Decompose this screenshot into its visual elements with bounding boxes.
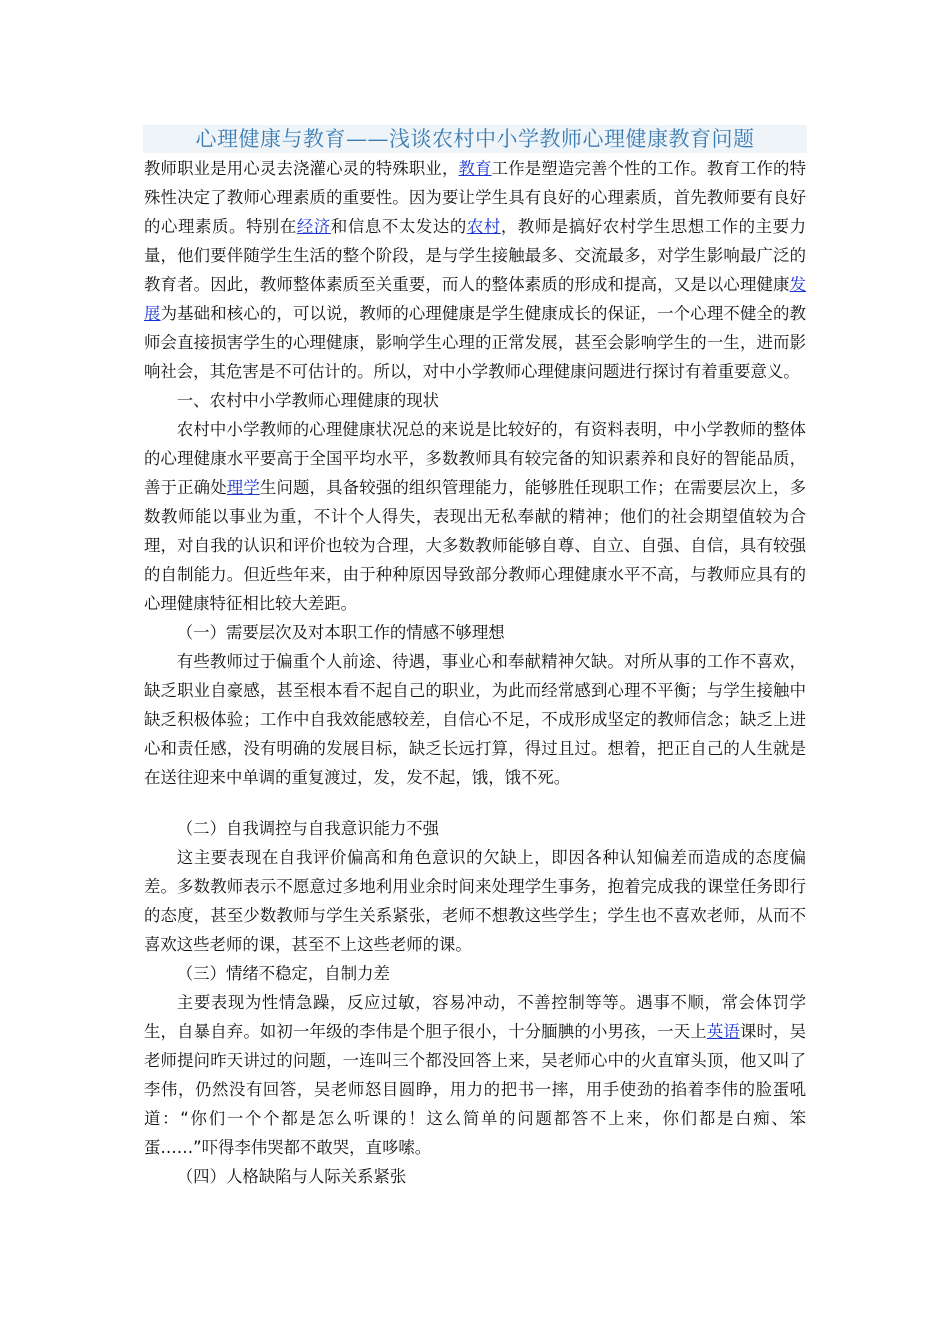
link-psychology[interactable]: 理学 [226, 478, 260, 497]
link-education[interactable]: 教育 [458, 159, 492, 178]
text-run: 主要表现为性情急躁，反应过敏，容易冲动，不善控制等等。遇事不顺，常会体罚学生，自暴自弃。如初一年级的李伟是个胆子很小，十分腼腆的小男孩，一天上 [144, 993, 806, 1041]
self-control-paragraph: 这主要表现在自我评价偏高和角色意识的欠缺上，即因各种认知偏差而造成的态度偏差。多数教师表示不愿意过多地利用业余时间来处理学生事务，抱着完成我的课堂任务即行的态度，甚至少数教师与学生关系紧张，老师不想教这些学生；学生也不喜欢老师，从而不喜欢这些老师的课，甚至不上这些老师的课。 [144, 848, 806, 954]
text-run: 教师职业是用心灵去浇灌心灵的特殊职业， [144, 159, 459, 178]
status-paragraph [144, 415, 806, 618]
text-run: ，教师是搞好农村学生思想工作的主要力量，他们要伴随学生生活的整个阶段，是与学生接触最多、交流最多，对学生影响最广泛的教育者。因此，教师整体素质至关重要，而人的整体素质的形成和提高，又是以心理健康 [144, 217, 807, 294]
link-economy[interactable]: 经济 [296, 217, 331, 236]
subsection-heading-3: （三）情绪不稳定，自制力差 [176, 964, 390, 983]
link-development[interactable]: 发展 [144, 275, 806, 323]
text-run: 工作是塑造完善个性的工作。教育工作的特殊性决定了教师心理素质的重要性。因为要让学生具有良好的心理素质，首先教师要有良好的心理素质。特别在 [144, 159, 807, 236]
text-run: 为基础和核心的，可以说，教师的心理健康是学生健康成长的保证，一个心理不健全的教师会直接损害学生的心理健康，影响学生心理的正常发展，甚至会影响学生的一生，进而影响社会，其危害是不可估计的。所以，对中小学教师心理健康问题进行探讨有着重要意义。 [144, 304, 807, 381]
intro-paragraph [144, 154, 806, 386]
needs-paragraph: 有些教师过于偏重个人前途、待遇，事业心和奉献精神欠缺。对所从事的工作不喜欢，缺乏职业自豪感，甚至根本看不起自己的职业，为此而经常感到心理不平衡；与学生接触中缺乏积极体验；工作中自我效能感较差，自信心不足，不成形成坚定的教师信念；缺乏上进心和责任感，没有明确的发展目标，缺乏长远打算，得过且过。想着，把正自己的人生就是在送往迎来中单调的重复渡过，发，发不起，饿，饿不死。 [144, 652, 806, 787]
subsection-heading-4: （四）人格缺陷与人际关系紧张 [176, 1167, 407, 1186]
link-countryside[interactable]: 农村 [466, 217, 501, 236]
document-body [144, 154, 806, 1191]
text-run: 生问题，具备较强的组织管理能力，能够胜任现职工作；在需要层次上，多数教师能以事业为重，不计个人得失，表现出无私奉献的精神；他们的社会期望值较为合理，对自我的认识和评价也较为合理，大多数教师能够自尊、自立、自强、自信，具有较强的自制能力。但近些年来，由于种种原因导致部分教师心理健康水平不高，与教师应具有的心理健康特征相比较大差距。 [144, 478, 807, 613]
subsection-heading-1: （一）需要层次及对本职工作的情感不够理想 [176, 623, 505, 642]
link-english[interactable]: 英语 [706, 1022, 740, 1041]
subsection-heading-2: （二）自我调控与自我意识能力不强 [176, 819, 440, 838]
document-title: 心理健康与教育——浅谈农村中小学教师心理健康教育问题 [143, 125, 807, 153]
section-heading-1: 一、农村中小学教师心理健康的现状 [176, 391, 440, 410]
text-run: 课时，吴老师提问昨天讲过的问题，一连叫三个都没回答上来，吴老师心中的火直窜头顶，他又叫了李伟，仍然没有回答，吴老师怒目圆睁，用力的把书一摔，用手使劲的掐着李伟的脸蛋吼道：“你们一个个都是怎么听课的！这么简单的问题都答不上来，你们都是白痴、笨蛋……”吓得李伟哭都不敢哭，直哆嗦。 [144, 1022, 807, 1157]
text-run: 农村中小学教师的心理健康状况总的来说是比较好的，有资料表明，中小学教师的整体的心理健康水平要高于全国平均水平，多数教师具有较完备的知识素养和良好的智能品质，善于正确处 [144, 420, 806, 497]
emotion-paragraph [144, 988, 806, 1162]
text-run: 和信息不太发达的 [330, 217, 467, 236]
